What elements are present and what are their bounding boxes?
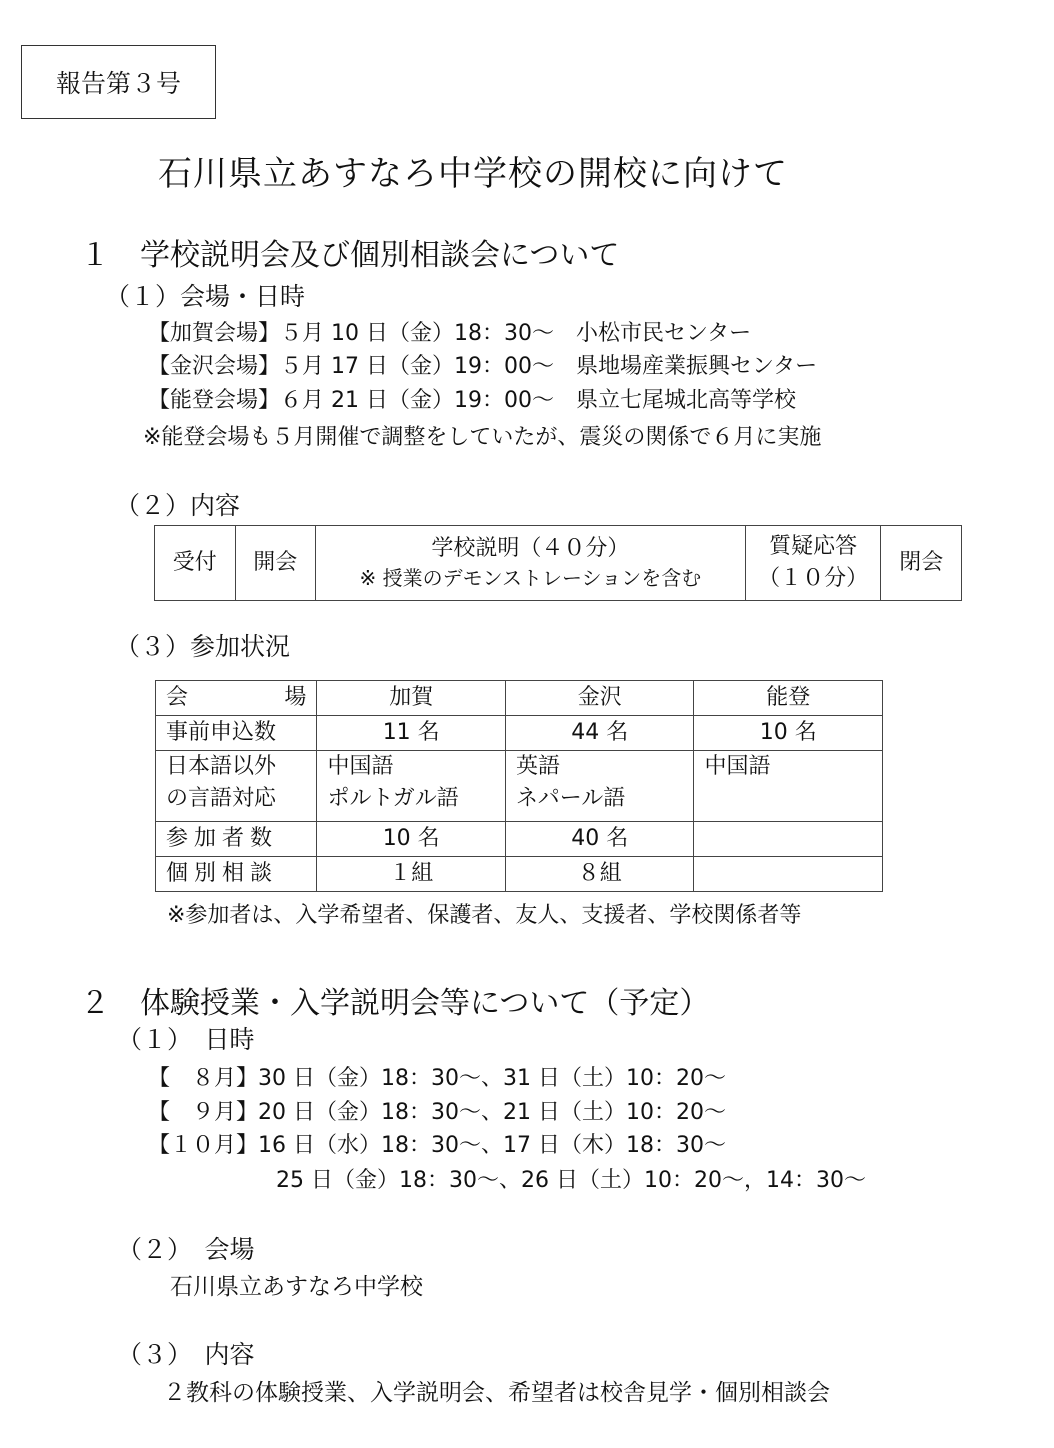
section1-sub1-heading: （１）会場・日時 xyxy=(105,282,306,311)
table-row xyxy=(156,822,883,857)
column-kaga: 加賀 xyxy=(317,681,506,716)
document-title: 石川県立あすなろ中学校の開校に向けて xyxy=(158,154,788,194)
section1-sub3-heading: （３）参加状況 xyxy=(115,632,291,661)
table-row xyxy=(156,751,883,822)
row-label-participants: 参加者数 xyxy=(156,822,317,857)
report-number-box xyxy=(21,45,216,119)
participation-table xyxy=(155,680,883,892)
row-label-language-support: 日本語以外 の言語対応 xyxy=(156,751,317,822)
row-label-consultations: 個別相談 xyxy=(156,857,317,892)
program-reception: 受付 xyxy=(155,526,236,601)
program-explanation-title: 学校説明（４０分） xyxy=(431,535,630,561)
participation-note: ※参加者は、入学希望者、保護者、友人、支援者、学校関係者等 xyxy=(167,903,802,928)
section2-heading: ２ 体験授業・入学説明会等について（予定） xyxy=(80,986,710,1021)
cell-value: 10 名 xyxy=(694,716,883,751)
report-number: 報告第３号 xyxy=(55,69,181,98)
cell-value: １組 xyxy=(317,857,506,892)
cell-value: ８組 xyxy=(505,857,694,892)
venue-name: 石川県立あすなろ中学校 xyxy=(170,1274,423,1300)
program-closing: 閉会 xyxy=(881,526,962,601)
section1-heading: １ 学校説明会及び個別相談会について xyxy=(80,238,620,273)
section2-sub3-heading: （３） 内容 xyxy=(117,1340,255,1369)
section1-sub2-heading: （２）内容 xyxy=(115,491,241,520)
schedule-line-september: 【 ９月】20 日（金）18：30～、21 日（土）10：20～ xyxy=(148,1100,726,1125)
cell-value: 40 名 xyxy=(505,822,694,857)
column-kanazawa: 金沢 xyxy=(505,681,694,716)
cell-value: 中国語 ポルトガル語 xyxy=(317,751,506,822)
header-venue-label: 会 場 xyxy=(156,681,317,716)
column-noto: 能登 xyxy=(694,681,883,716)
program-explanation-note: ※ 授業のデモンストレーションを含む xyxy=(359,566,702,591)
table-row xyxy=(156,716,883,751)
row-label-applications: 事前申込数 xyxy=(156,716,317,751)
cell-value: 44 名 xyxy=(505,716,694,751)
cell-value: 11 名 xyxy=(317,716,506,751)
program-explanation xyxy=(316,526,746,601)
program-opening: 開会 xyxy=(235,526,316,601)
venue-line-kaga: 【加賀会場】５月 10 日（金）18：30～ 小松市民センター xyxy=(148,321,752,346)
schedule-line-august: 【 ８月】30 日（金）18：30～、31 日（土）10：20～ xyxy=(148,1066,726,1091)
program-table xyxy=(154,525,962,601)
venue-line-kanazawa: 【金沢会場】５月 17 日（金）19：00～ 県地場産業振興センター xyxy=(148,354,818,379)
venue-note: ※能登会場も５月開催で調整をしていたが、震災の関係で６月に実施 xyxy=(143,425,822,450)
program-qa xyxy=(745,526,881,601)
program-qa-time: （１０分） xyxy=(758,566,869,591)
section2-sub2-heading: （２） 会場 xyxy=(117,1235,255,1264)
cell-value: 中国語 xyxy=(694,751,883,822)
cell-value xyxy=(694,822,883,857)
cell-value: 10 名 xyxy=(317,822,506,857)
cell-value xyxy=(694,857,883,892)
schedule-line-october-2: 25 日（金）18：30～、26 日（土）10：20～，14：30～ xyxy=(276,1168,866,1193)
program-qa-title: 質疑応答 xyxy=(769,534,858,560)
schedule-line-october: 【１０月】16 日（水）18：30～、17 日（木）18：30～ xyxy=(148,1133,726,1158)
venue-line-noto: 【能登会場】６月 21 日（金）19：00～ 県立七尾城北高等学校 xyxy=(148,388,796,413)
section2-sub1-heading: （１） 日時 xyxy=(117,1025,255,1054)
program-description: ２教科の体験授業、入学説明会、希望者は校舎見学・個別相談会 xyxy=(163,1380,830,1406)
table-row xyxy=(156,681,883,716)
table-row xyxy=(156,857,883,892)
cell-value: 英語 ネパール語 xyxy=(505,751,694,822)
